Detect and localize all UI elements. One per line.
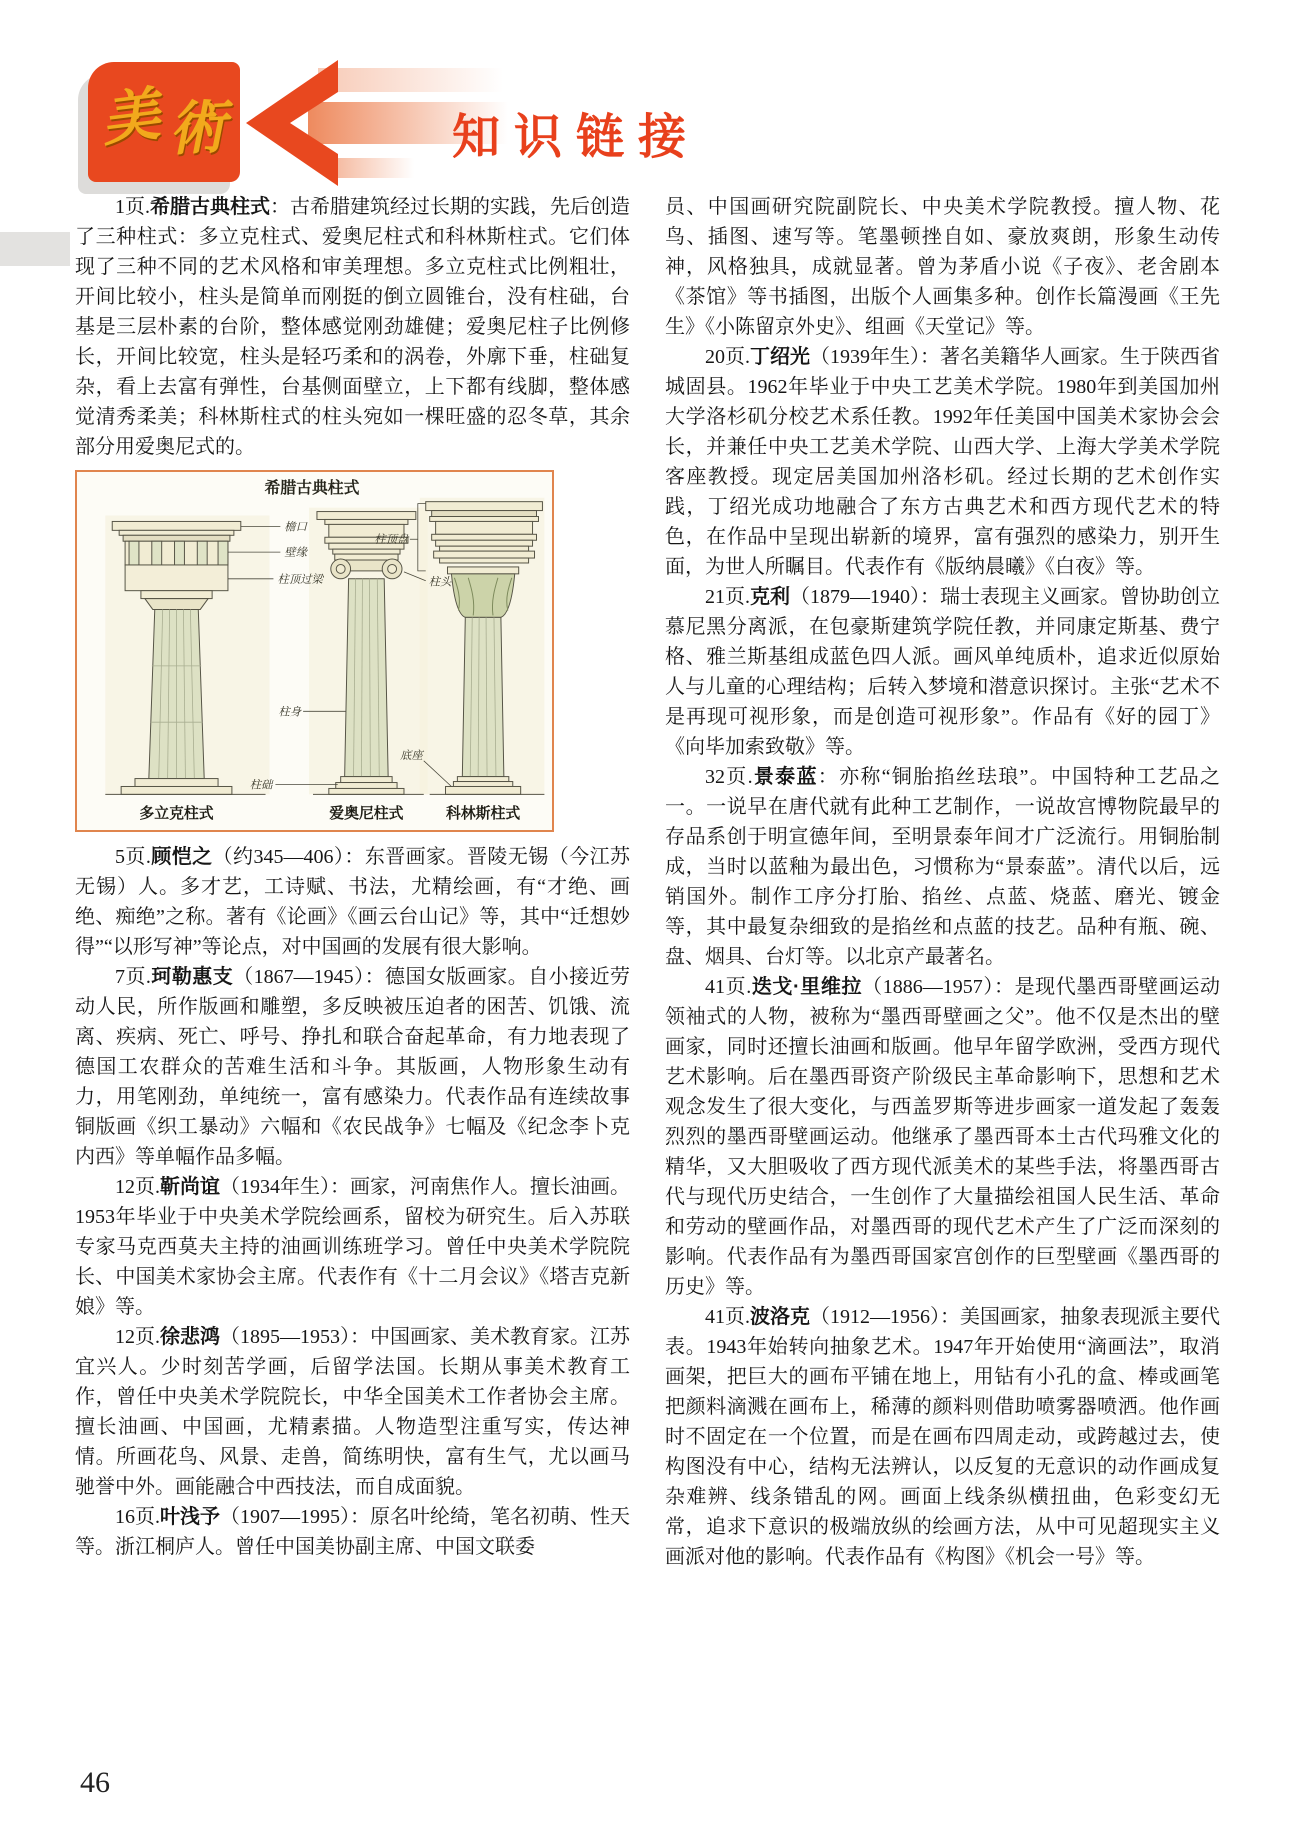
caption-ionic: 爱奥尼柱式: [329, 806, 404, 823]
page-number: 46: [80, 1766, 110, 1799]
arrow-trail-bottom: [334, 158, 414, 178]
page-title: 知识链接: [452, 111, 701, 164]
figure-title: 希腊古典柱式: [264, 479, 360, 497]
subject-logo: [88, 62, 240, 182]
glossary-entry: 16页.叶浅予（1907—1995）：原名叶纶绮，笔名初萌、性天等。浙江桐庐人。曾任中国美协副主席、中国文联委: [75, 1506, 630, 1558]
logo-char-art2: 術: [166, 92, 229, 164]
text-columns: [75, 192, 1235, 1572]
arrow-trail-top: [318, 68, 503, 92]
caption-corinthian: 科林斯柱式: [446, 806, 521, 823]
label-architrave: 柱顶过梁: [277, 571, 323, 586]
left-column-bottom-entries: [75, 842, 630, 1562]
glossary-entry: 员、中国画研究院副院长、中央美术学院教授。擅人物、花鸟、插图、速写等。笔墨顿挫自如、豪放爽朗，形象生动传神，风格独具，成就显著。曾为茅盾小说《子夜》、老舍剧本《茶馆》等书插图，出版个人画集多种。创作长篇漫画《王先生》《小陈留京外史》、组画《天堂记》等。: [665, 196, 1220, 338]
right-column: [665, 192, 1220, 1572]
gray-edge-tab: [0, 232, 70, 266]
glossary-entry: 12页.靳尚谊（1934年生）：画家，河南焦作人。擅长油画。1953年毕业于中央美术学院绘画系，留校为研究生。后入苏联专家马克西莫夫主持的油画训练班学习。曾任中央美术学院院长、中国美术家协会主席。代表作有《十二月会议》《塔吉克新娘》等。: [75, 1176, 630, 1318]
glossary-entry: 41页.迭戈·里维拉（1886—1957）：是现代墨西哥壁画运动领袖式的人物，被称为“墨西哥壁画之父”。他不仅是杰出的壁画家，同时还擅长油画和版画。他早年留学欧洲，受西方现代艺术影响。后在墨西哥资产阶级民主革命影响下，思想和艺术观念发生了很大变化，与西盖罗斯等进步画家一道发起了轰轰烈烈的墨西哥壁画运动。他继承了墨西哥本土古代玛雅文化的精华，又大胆吸收了西方现代派美术的某些手法，将墨西哥古代与现代历史结合，一生创作了大量描绘祖国人民生活、革命和劳动的壁画作品，对墨西哥的现代艺术产生了广泛而深刻的影响。代表作品有为墨西哥国家宫创作的巨型壁画《墨西哥的历史》等。: [665, 976, 1221, 1298]
figure-greek-orders: [75, 470, 554, 832]
left-column: [75, 192, 630, 1572]
left-column-top-entries: [75, 192, 630, 462]
masthead: [0, 0, 1311, 200]
label-cornice: 檐口: [284, 519, 308, 534]
glossary-entry: 5页.顾恺之（约345—406）：东晋画家。晋陵无锡（今江苏无锡）人。多才艺，工诗赋、书法，尤精绘画，有“才绝、画绝、痴绝”之称。著有《论画》《画云台山记》等，其中“迁想妙得”“以形写神”等论点，对中国画的发展有很大影响。: [75, 846, 631, 958]
glossary-entry: 21页.克利（1879—1940）：瑞士表现主义画家。曾协助创立慕尼黑分离派，在包豪斯建筑学院任教，并同康定斯基、费宁格、雅兰斯基组成蓝色四人派。画风单纯质朴，追求近似原始人与儿童的心理结构；后转入梦境和潜意识探讨。主张“艺术不是再现可视形象，而是创造可视形象”。作品有《好的园丁》《向毕加索致敬》等。: [665, 586, 1220, 758]
label-shaft: 柱身: [278, 704, 302, 719]
label-capital: 柱头: [428, 574, 452, 589]
label-pedestal: 底座: [400, 747, 423, 762]
label-base: 柱础: [249, 777, 273, 792]
logo-char-art1: 美: [97, 79, 164, 155]
glossary-entry: 1页.希腊古典柱式：古希腊建筑经过长期的实践，先后创造了三种柱式：多立克柱式、爱奥尼柱式和科林斯柱式。它们体现了三种不同的艺术风格和审美理想。多立克柱式比例粗壮，开间比较小，柱头是简单而刚挺的倒立圆锥台，没有柱础，台基是三层朴素的台阶，整体感觉刚劲雄健；爱奥尼柱子比例修长，开间比较宽，柱头是轻巧柔和的涡卷，外廓下垂，柱础复杂，看上去富有弹性，台基侧面壁立，上下都有线脚，整体感觉清秀柔美；科林斯柱式的柱头宛如一棵旺盛的忍冬草，其余部分用爱奥尼式的。: [75, 196, 630, 458]
greek-orders-drawing: [77, 472, 548, 830]
glossary-entry: 12页.徐悲鸿（1895—1953）：中国画家、美术教育家。江苏宜兴人。少时刻苦学画，后留学法国。长期从事美术教育工作，曾任中央美术学院院长，中华全国美术工作者协会主席。擅长油画、中国画，尤精素描。人物造型注重写实，传达神情。所画花鸟、风景、走兽，简练明快，富有生气，尤以画马驰誉中外。画能融合中西技法，而自成面貌。: [75, 1326, 630, 1498]
label-frieze: 壁缘: [284, 545, 308, 560]
caption-doric: 多立克柱式: [139, 806, 214, 823]
glossary-entry: 41页.波洛克（1912—1956）：美国画家，抽象表现派主要代表。1943年始转向抽象艺术。1947年开始使用“滴画法”，取消画架，把巨大的画布平铺在地上，用钻有小孔的盒、棒或画笔把颜料滴溅在画布上，稀薄的颜料则借助喷雾器喷洒。他作画时不固定在一个位置，而是在画布四周走动，或跨越过去，使构图没有中心，结构无法辨认，以反复的无意识的动作画成复杂难辨、线条错乱的网。画面上线条纵横扭曲，色彩变幻无常，追求下意识的极端放纵的绘画方法，从中可见超现实主义画派对他的影响。代表作品有《构图》《机会一号》等。: [665, 1306, 1220, 1568]
glossary-entry: 32页.景泰蓝：亦称“铜胎掐丝珐琅”。中国特种工艺品之一。一说早在唐代就有此种工艺制作，一说故宫博物院最早的存品系创于明宣德年间，至明景泰年间才广泛流行。用铜胎制成，当时以蓝釉为最出色，习惯称为“景泰蓝”。清代以后，远销国外。制作工序分打胎、掐丝、点蓝、烧蓝、磨光、镀金等，其中最复杂细致的是掐丝和点蓝的技艺。品种有瓶、碗、盘、烟具、台灯等。以北京产最著名。: [665, 766, 1221, 968]
glossary-entry: 7页.珂勒惠支（1867—1945）：德国女版画家。自小接近劳动人民，所作版画和雕塑，多反映被压迫者的困苦、饥饿、流离、疾病、死亡、呼号、挣扎和联合奋起革命，有力地表现了德国工农群众的苦难生活和斗争。其版画，人物形象生动有力，用笔刚劲，单纯统一，富有感染力。代表作品有连续故事铜版画《织工暴动》六幅和《农民战争》七幅及《纪念李卜克内西》等单幅作品多幅。: [75, 966, 631, 1168]
glossary-entry: 20页.丁绍光（1939年生）：著名美籍华人画家。生于陕西省城固县。1962年毕业于中央工艺美术学院。1980年到美国加州大学洛杉矶分校艺术系任教。1992年任美国中国美术家协会会长，并兼任中央工艺美术学院、山西大学、上海大学美术学院客座教授。现定居美国加州洛杉矶。经过长期的艺术创作实践，丁绍光成功地融合了东方古典艺术和西方现代艺术的特色，在作品中呈现出崭新的境界，富有强烈的感染力，别开生面，为世人所瞩目。代表作有《版纳晨曦》《白夜》等。: [665, 346, 1220, 578]
label-entablature: 柱顶盘: [374, 532, 409, 547]
right-column-entries: [665, 192, 1220, 1572]
